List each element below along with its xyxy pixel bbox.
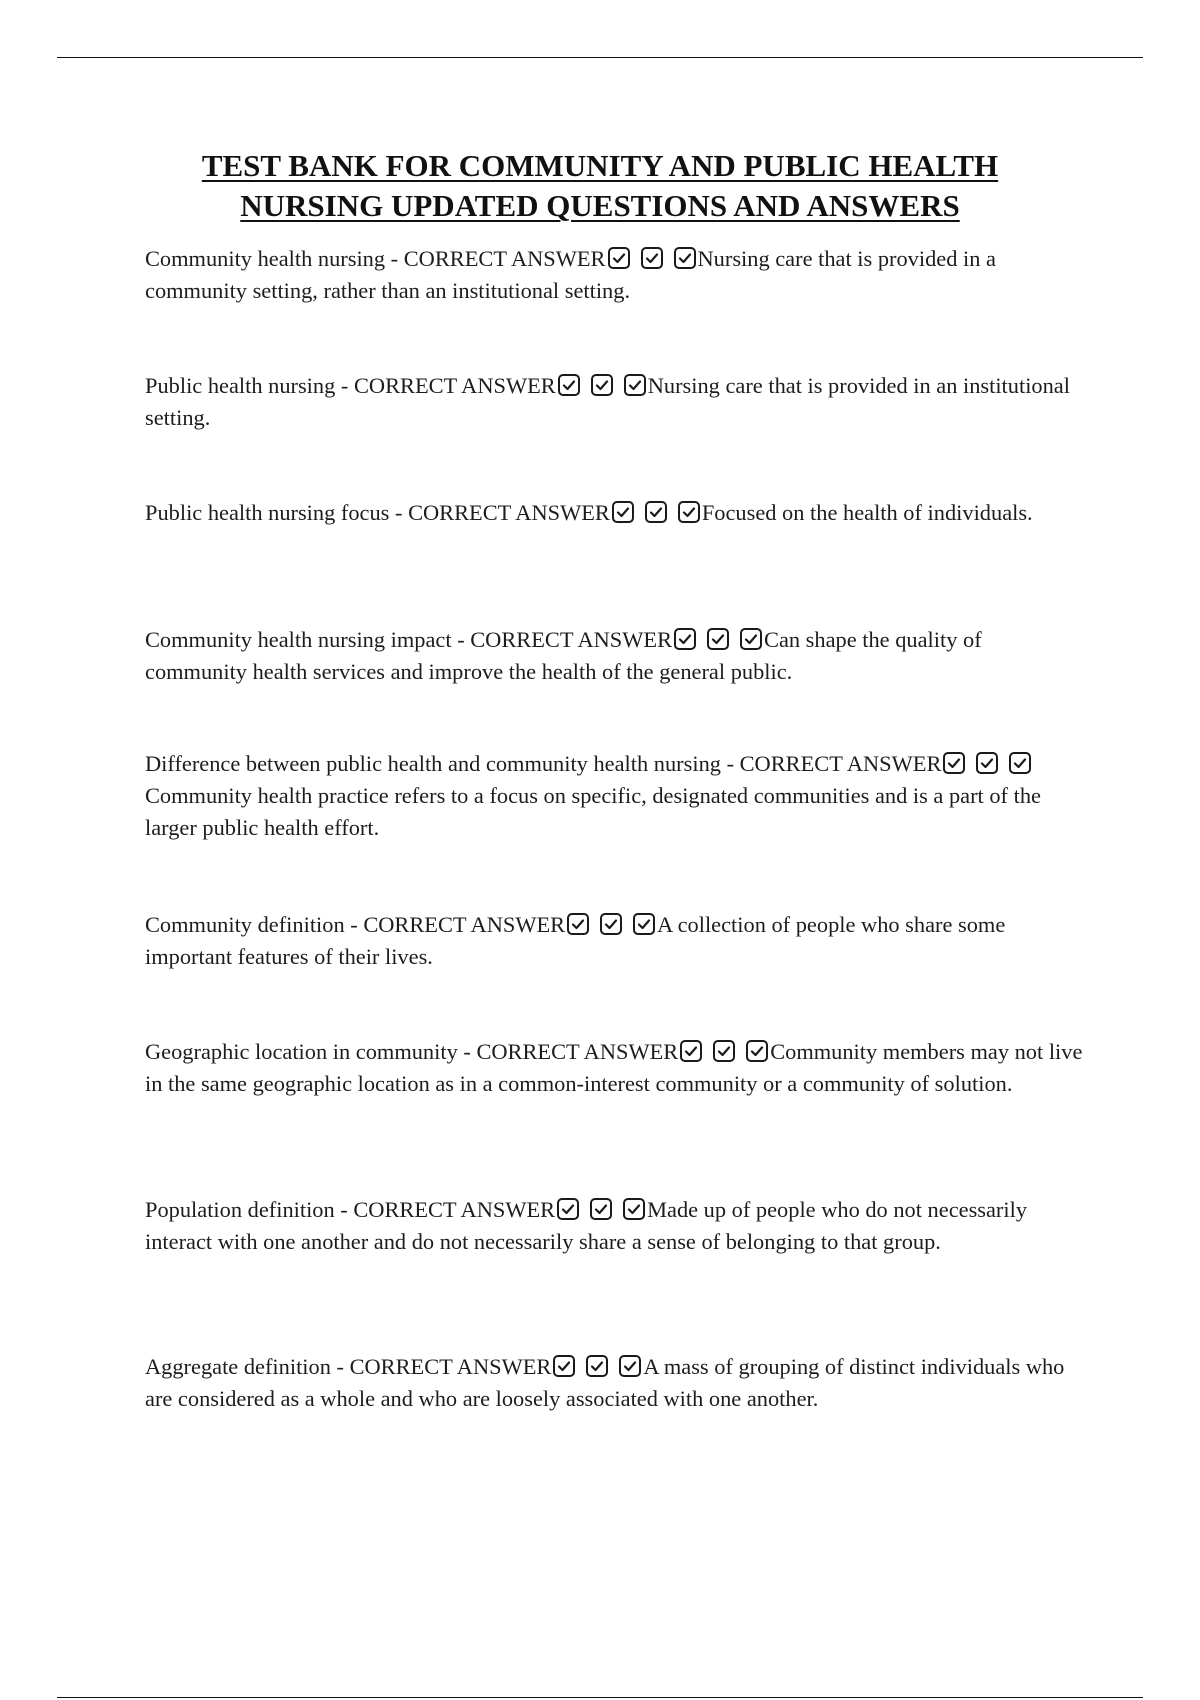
check-marks bbox=[566, 912, 656, 936]
qa-separator: - bbox=[451, 627, 471, 652]
qa-term: Community health nursing impact bbox=[145, 627, 452, 652]
qa-answer: Focused on the health of individuals. bbox=[701, 500, 1033, 525]
qa-entry bbox=[145, 748, 1085, 844]
checkbox-checked-icon bbox=[623, 373, 647, 397]
bottom-rule bbox=[57, 1697, 1143, 1698]
correct-answer-label: CORRECT ANSWER bbox=[363, 912, 566, 937]
checkbox-checked-icon bbox=[611, 500, 635, 524]
qa-separator: - bbox=[457, 1039, 477, 1064]
check-marks bbox=[679, 1039, 769, 1063]
qa-separator: - bbox=[335, 373, 354, 398]
qa-answer: Community health practice refers to a focus on specific, designated communities and is a part of the larger public health effort. bbox=[145, 783, 1041, 840]
qa-answer: A collection of people who share some important features of their lives. bbox=[145, 912, 1006, 969]
checkbox-checked-icon bbox=[566, 912, 590, 936]
qa-term: Population definition bbox=[145, 1197, 335, 1222]
checkbox-checked-icon bbox=[556, 1197, 580, 1221]
qa-term: Aggregate definition bbox=[145, 1354, 331, 1379]
correct-answer-label: CORRECT ANSWER bbox=[739, 751, 942, 776]
checkbox-checked-icon bbox=[552, 1354, 576, 1378]
qa-entry bbox=[145, 624, 1085, 688]
checkbox-checked-icon bbox=[712, 1039, 736, 1063]
check-marks bbox=[673, 627, 763, 651]
check-marks bbox=[607, 246, 697, 270]
qa-answer: Nursing care that is provided in a community setting, rather than an institutional setting. bbox=[145, 246, 996, 303]
checkbox-checked-icon bbox=[679, 1039, 703, 1063]
check-marks bbox=[611, 500, 701, 524]
qa-separator: - bbox=[720, 751, 740, 776]
qa-separator: - bbox=[385, 246, 404, 271]
checkbox-checked-icon bbox=[745, 1039, 769, 1063]
checkbox-checked-icon bbox=[677, 500, 701, 524]
qa-entry bbox=[145, 243, 1085, 307]
qa-separator: - bbox=[344, 912, 364, 937]
checkbox-checked-icon bbox=[1008, 751, 1032, 775]
checkbox-checked-icon bbox=[706, 627, 730, 651]
checkbox-checked-icon bbox=[557, 373, 581, 397]
qa-answer: Nursing care that is provided in an institutional setting. bbox=[145, 373, 1070, 430]
qa-entry bbox=[145, 1194, 1085, 1258]
title-line-2: NURSING UPDATED QUESTIONS AND ANSWERS bbox=[240, 188, 960, 223]
check-marks bbox=[552, 1354, 642, 1378]
checkbox-checked-icon bbox=[622, 1197, 646, 1221]
qa-answer: Community members may not live in the same geographic location as in a common-interest community or a community of solution. bbox=[145, 1039, 1083, 1096]
check-marks bbox=[556, 1197, 646, 1221]
correct-answer-label: CORRECT ANSWER bbox=[403, 246, 606, 271]
qa-separator: - bbox=[330, 1354, 350, 1379]
qa-entry bbox=[145, 909, 1085, 973]
qa-answer: Made up of people who do not necessarily interact with one another and do not necessarily share a sense of belonging to that group. bbox=[145, 1197, 1028, 1254]
checkbox-checked-icon bbox=[590, 373, 614, 397]
qa-answer: Can shape the quality of community health services and improve the health of the general public. bbox=[145, 627, 982, 684]
qa-separator: - bbox=[389, 500, 409, 525]
qa-entry bbox=[145, 370, 1085, 434]
top-rule bbox=[57, 57, 1143, 58]
qa-separator: - bbox=[334, 1197, 354, 1222]
checkbox-checked-icon bbox=[607, 246, 631, 270]
qa-term: Difference between public health and community health nursing bbox=[145, 751, 721, 776]
correct-answer-label: CORRECT ANSWER bbox=[408, 500, 610, 525]
qa-answer: A mass of grouping of distinct individuals who are considered as a whole and who are loosely associated with one another. bbox=[145, 1354, 1065, 1411]
checkbox-checked-icon bbox=[618, 1354, 642, 1378]
correct-answer-label: CORRECT ANSWER bbox=[353, 1197, 556, 1222]
title-line-1: TEST BANK FOR COMMUNITY AND PUBLIC HEALTH bbox=[201, 148, 999, 183]
qa-term: Public health nursing bbox=[145, 373, 336, 398]
checkbox-checked-icon bbox=[673, 627, 697, 651]
correct-answer-label: CORRECT ANSWER bbox=[476, 1039, 679, 1064]
document-title bbox=[0, 146, 1200, 226]
qa-term: Geographic location in community bbox=[145, 1039, 458, 1064]
check-marks bbox=[942, 751, 1032, 775]
checkbox-checked-icon bbox=[585, 1354, 609, 1378]
qa-entry bbox=[145, 497, 1085, 529]
qa-term: Public health nursing focus bbox=[145, 500, 390, 525]
qa-term: Community health nursing bbox=[145, 246, 386, 271]
checkbox-checked-icon bbox=[739, 627, 763, 651]
checkbox-checked-icon bbox=[975, 751, 999, 775]
correct-answer-label: CORRECT ANSWER bbox=[353, 373, 556, 398]
correct-answer-label: CORRECT ANSWER bbox=[349, 1354, 552, 1379]
checkbox-checked-icon bbox=[589, 1197, 613, 1221]
qa-term: Community definition bbox=[145, 912, 345, 937]
qa-entry bbox=[145, 1351, 1085, 1415]
checkbox-checked-icon bbox=[644, 500, 668, 524]
checkbox-checked-icon bbox=[632, 912, 656, 936]
checkbox-checked-icon bbox=[942, 751, 966, 775]
qa-entry bbox=[145, 1036, 1085, 1100]
checkbox-checked-icon bbox=[599, 912, 623, 936]
checkbox-checked-icon bbox=[640, 246, 664, 270]
correct-answer-label: CORRECT ANSWER bbox=[470, 627, 673, 652]
check-marks bbox=[557, 373, 647, 397]
checkbox-checked-icon bbox=[673, 246, 697, 270]
